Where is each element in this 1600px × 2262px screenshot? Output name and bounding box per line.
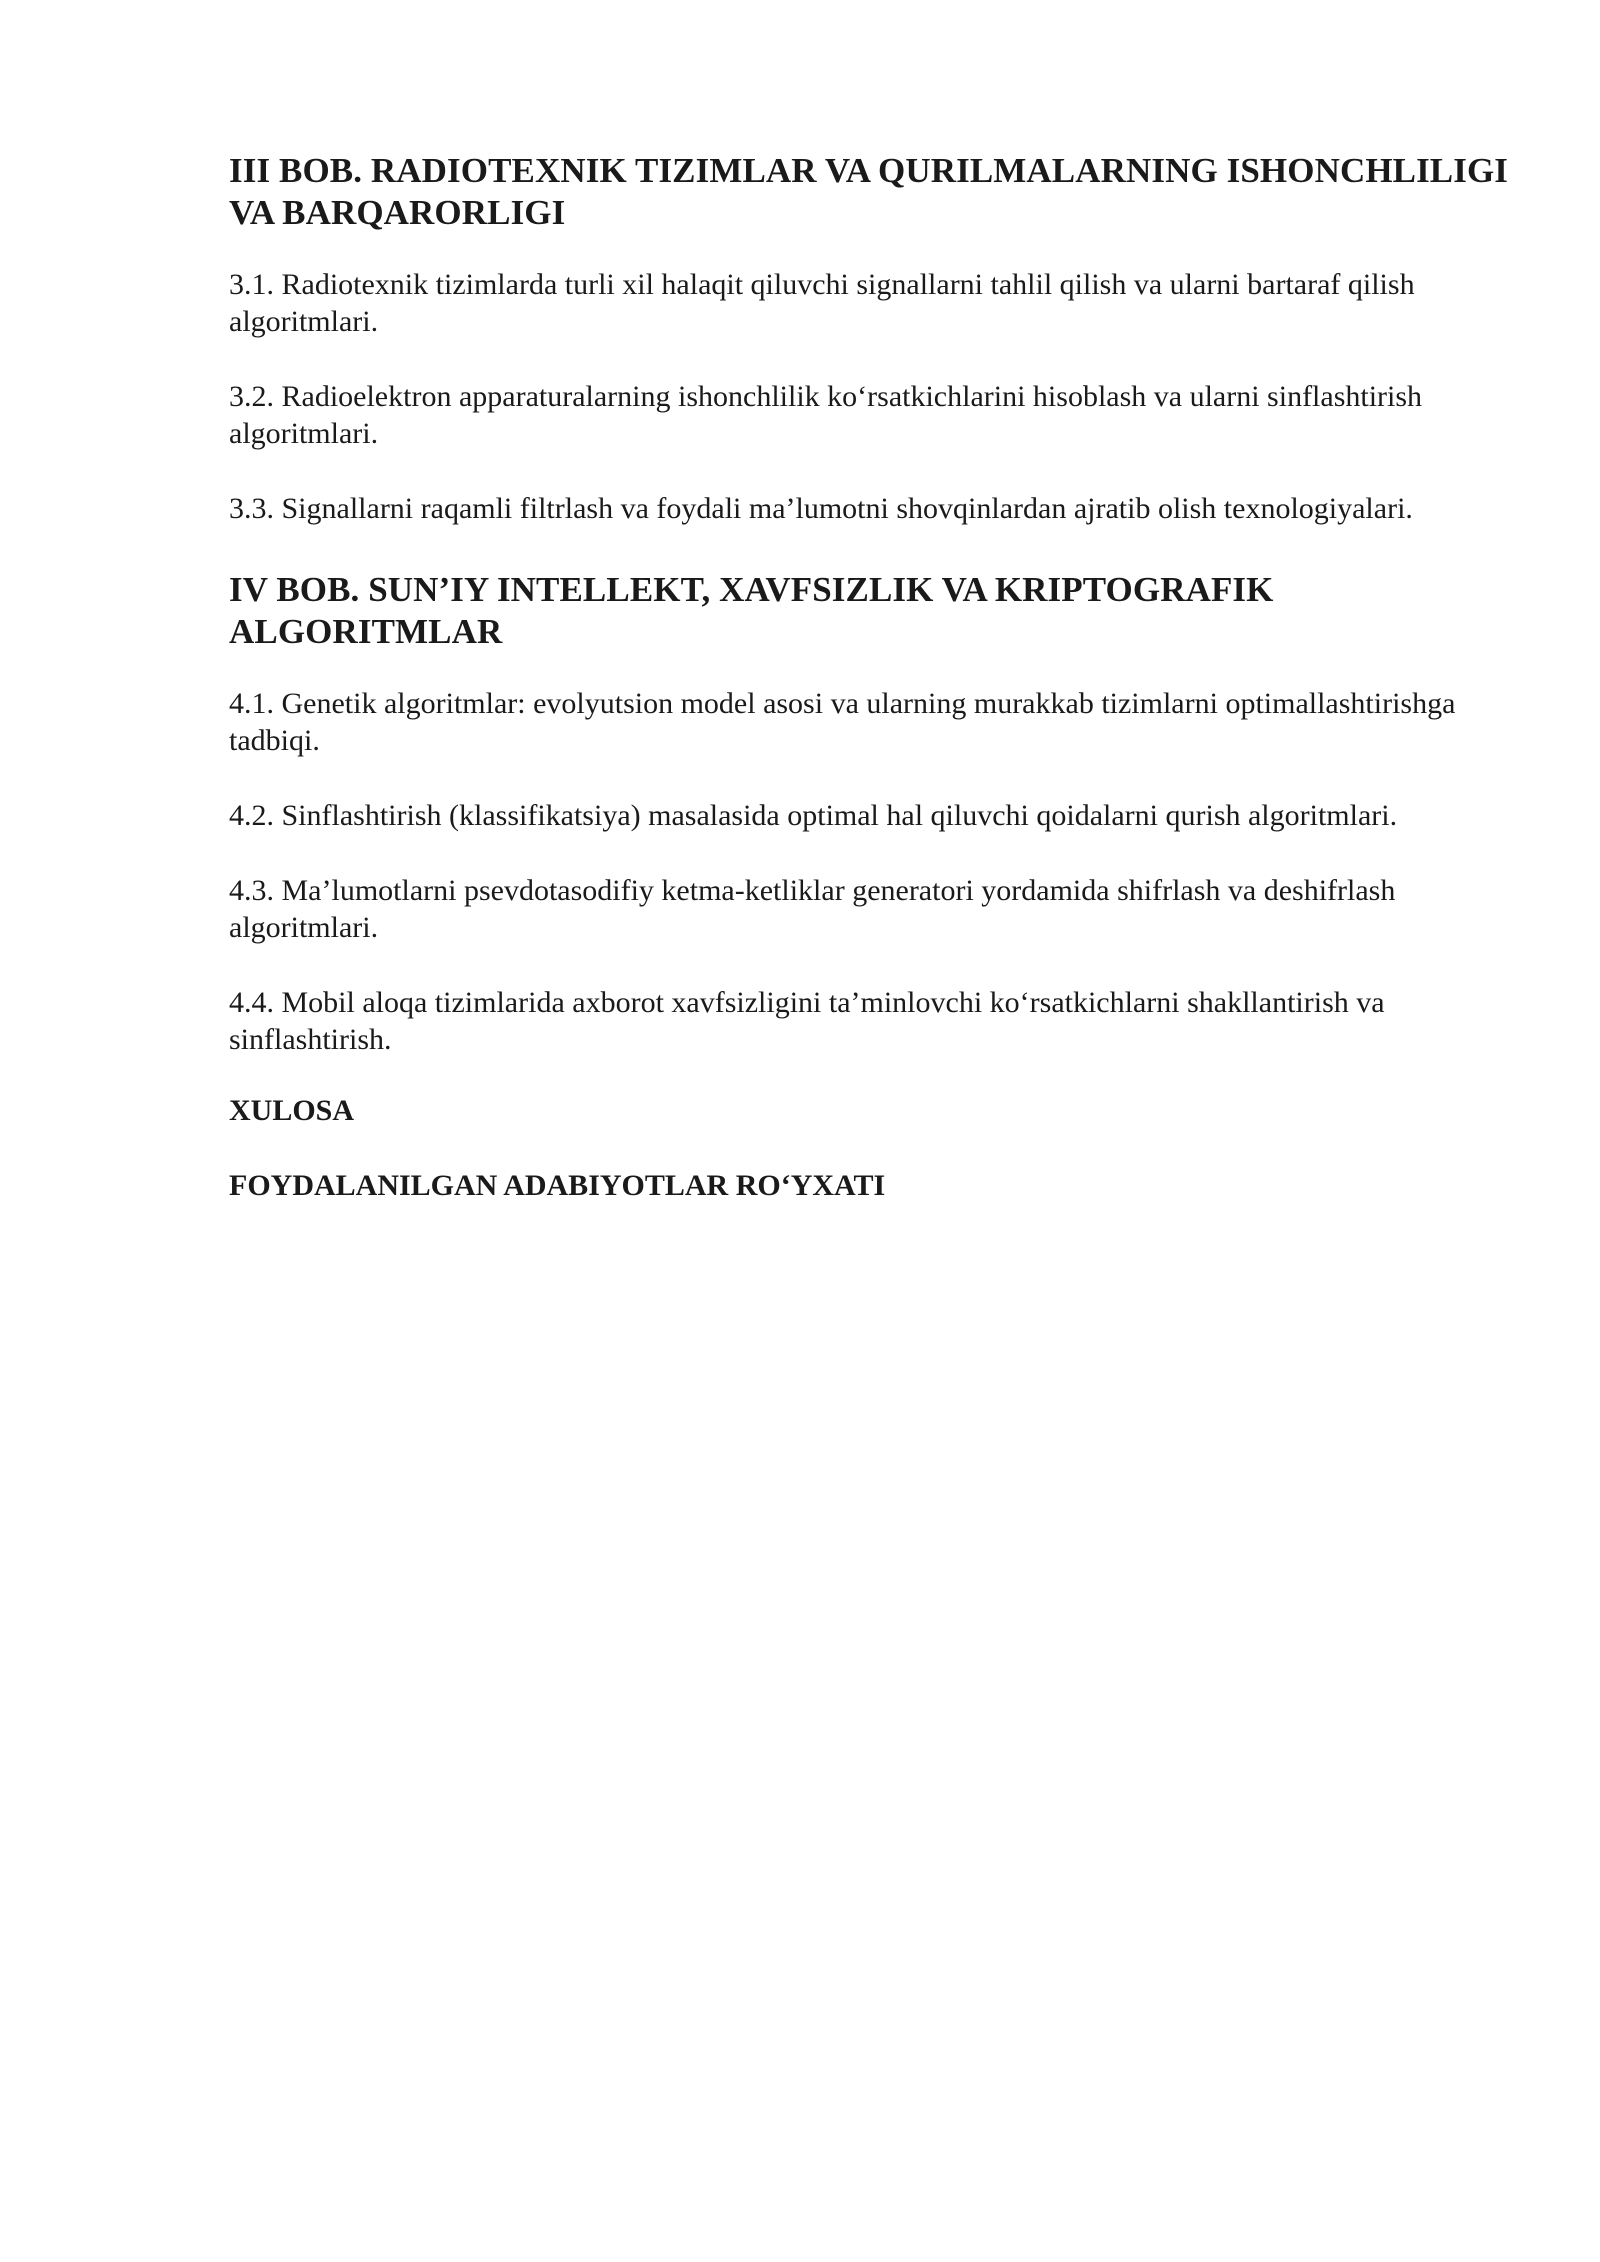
chapter-3-title: III BOB. RADIOTEXNIK TIZIMLAR VA QURILMALARNING ISHONCHLILIGI VA BARQARORLIGI: [229, 151, 1509, 232]
references-heading: FOYDALANILGAN ADABIYOTLAR RO‘YXATI: [229, 1169, 886, 1202]
chapter-4-title: IV BOB. SUN’IY INTELLEKT, XAVFSIZLIK VA KRIPTOGRAFIK ALGORITMLAR: [229, 570, 1274, 651]
section-4-4: 4.4. Mobil aloqa tizimlarida axborot xavfsizligini ta’minlovchi ko‘rsatkichlarni shakllantirish va sinflashtirish.: [229, 986, 1385, 1056]
section-3-3: 3.3. Signallarni raqamli filtrlash va foydali ma’lumotni shovqinlardan ajratib olish texnologiyalari.: [229, 492, 1413, 525]
section-3-1: 3.1. Radiotexnik tizimlarda turli xil halaqit qiluvchi signallarni tahlil qilish va ularni bartaraf qilish algoritmlari.: [229, 268, 1415, 338]
conclusion-heading: XULOSA: [229, 1094, 355, 1127]
section-3-2: 3.2. Radioelektron apparaturalarning ishonchlilik ko‘rsatkichlarini hisoblash va ularni sinflashtirish algoritmlari.: [229, 380, 1423, 450]
section-4-2: 4.2. Sinflashtirish (klassifikatsiya) masalasida optimal hal qiluvchi qoidalarni qurish algoritmlari.: [229, 799, 1398, 832]
section-4-3: 4.3. Ma’lumotlarni psevdotasodifiy ketma-ketliklar generatori yordamida shifrlash va deshifrlash algoritmlari.: [229, 874, 1396, 944]
section-4-1: 4.1. Genetik algoritmlar: evolyutsion model asosi va ularning murakkab tizimlarni optimallashtirishga tadbiqi.: [229, 687, 1456, 757]
document-page: [229, 150, 1529, 1242]
